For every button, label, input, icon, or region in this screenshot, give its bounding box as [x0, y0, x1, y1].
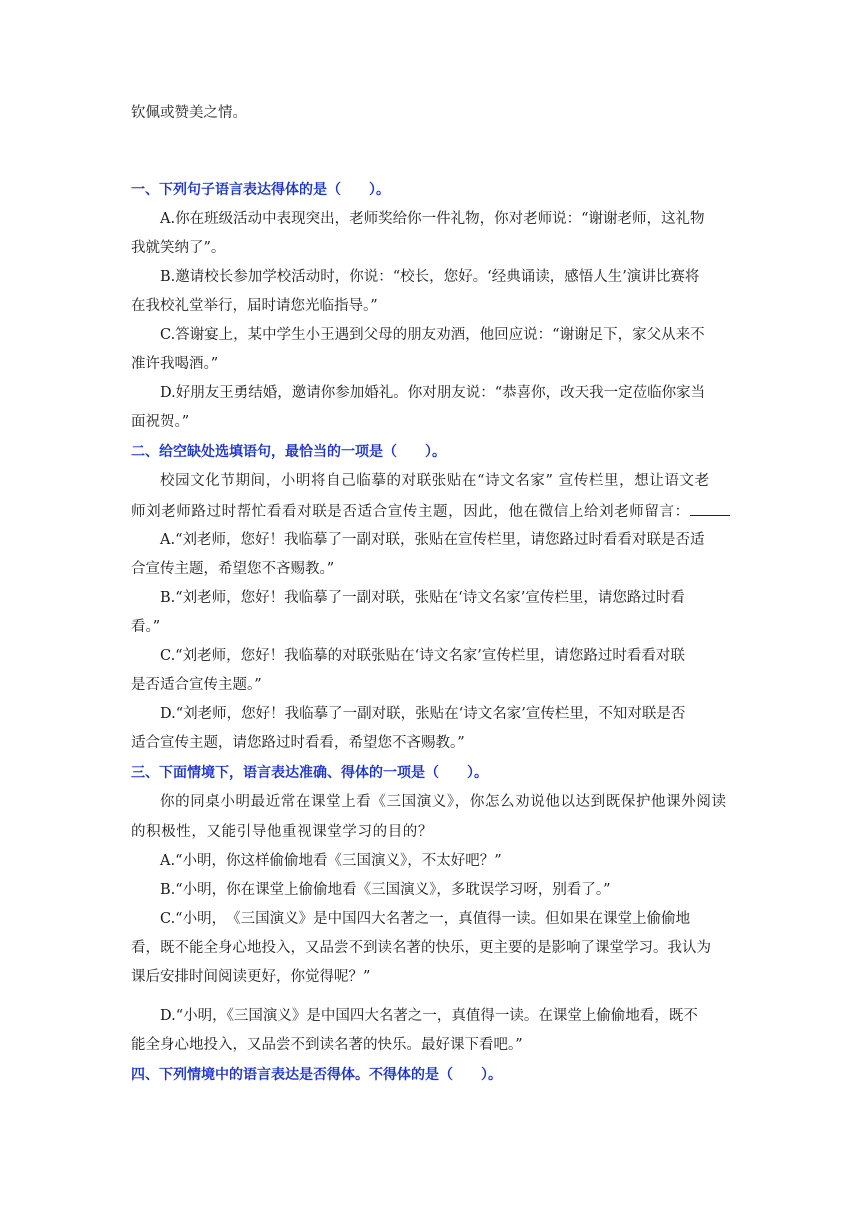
q1-option-c-line2: 准许我喝酒。” — [131, 356, 219, 372]
q2-option-b-line1: B.“刘老师，您好！我临摹了一副对联，张贴在‘诗文名家’宣传栏里，请您路过时看 — [160, 590, 685, 606]
q3-option-c-line3: 课后安排时间阅读更好，你觉得呢？” — [131, 969, 371, 985]
q1-option-d-line2: 面祝贺。” — [131, 414, 190, 430]
q1-option-b-line2: 在我校礼堂举行，届时请您光临指导。” — [131, 298, 378, 314]
q1-option-c-line1: C.答谢宴上，某中学生小王遇到父母的朋友劝酒，他回应说：“谢谢足下，家父从来不 — [160, 327, 705, 343]
q3-option-c-line1: C.“小明， 《三国演义》是中国四大名著之一，真值得一读。但如果在课堂上偷偷地 — [160, 911, 691, 927]
q2-option-a-line2: 合宣传主题，希望您不吝赐教。” — [131, 561, 335, 577]
q1-option-a-line2: 我就笑纳了”。 — [131, 240, 226, 256]
q2-option-d-line1: D.“刘老师，您好！我临摹了一副对联，张贴在‘诗文名家’宣传栏里，不知对联是否 — [160, 706, 686, 722]
answer-blank — [690, 501, 730, 516]
question-4-title: 四、下列情境中的语言表达是否得体。不得体的是（ ）。 — [131, 1067, 502, 1083]
q3-stem-line1: 你的同桌小明最近常在课堂上看《三国演义》，你怎么劝说他以达到既保护他课外阅读 — [160, 794, 727, 810]
q3-option-d-line1: D.“小明，《三国演义》是中国四大名著之一，真值得一读。在课堂上偷偷地看，既不 — [160, 1008, 698, 1024]
q3-option-d-line2: 能全身心地投入，又品尝不到读名著的快乐。最好课下看吧。” — [131, 1037, 523, 1053]
q2-option-a-line1: A.“刘老师，您好！我临摹了一副对联，张贴在宣传栏里，请您路过时看看对联是否适 — [160, 532, 705, 548]
question-2-title: 二、给空缺处选填语句，最恰当的一项是（ ）。 — [131, 444, 446, 460]
intro-text: 钦佩或赞美之情。 — [131, 105, 247, 121]
q1-option-a-line1: A.你在班级活动中表现突出，老师奖给你一件礼物，你对老师说：“谢谢老师，这礼物 — [160, 211, 705, 227]
question-1-title: 一、下列句子语言表达得体的是（ ）。 — [131, 182, 390, 198]
q2-option-d-line2: 适合宣传主题，请您路过时看看，希望您不吝赐教。” — [131, 735, 465, 751]
question-3-title: 三、下面情境下，语言表达准确、得体的一项是（ ）。 — [131, 765, 488, 781]
q3-stem-line2: 的积极性，又能引导他重视课堂学习的目的？ — [131, 824, 433, 840]
q3-option-a: A.“小明，你这样偷偷地看《三国演义》，不太好吧？” — [160, 853, 502, 869]
q2-stem-line2-text: 师刘老师路过时帮忙看看对联是否适合宣传主题，因此，他在微信上给刘老师留言： — [131, 504, 690, 520]
q1-option-d-line1: D.好朋友王勇结婚，邀请你参加婚礼。你对朋友说：“恭喜你，改天我一定莅临你家当 — [160, 385, 706, 401]
q2-stem-line2 — [131, 501, 731, 522]
q1-option-b-line1: B.邀请校长参加学校活动时，你说：“校长，您好。‘经典诵读，感悟人生’演讲比赛将 — [160, 269, 700, 285]
q3-option-c-line2: 看，既不能全身心地投入，又品尝不到读名著的快乐，更主要的是影响了课堂学习。我认为 — [131, 940, 711, 956]
q2-option-b-line2: 看。” — [131, 619, 161, 635]
q2-option-c-line1: C.“刘老师，您好！我临摹的对联张贴在‘诗文名家’宣传栏里，请您路过时看看对联 — [160, 648, 685, 664]
q2-option-c-line2: 是否适合宣传主题。” — [131, 677, 262, 693]
q3-option-b: B.“小明，你在课堂上偷偷地看《三国演义》，多耽误学习呀，别看了。” — [160, 882, 611, 898]
q2-stem-line1: 校园文化节期间，小明将自己临摹的对联张贴在“诗文名家” 宣传栏里，想让语文老 — [160, 473, 710, 489]
